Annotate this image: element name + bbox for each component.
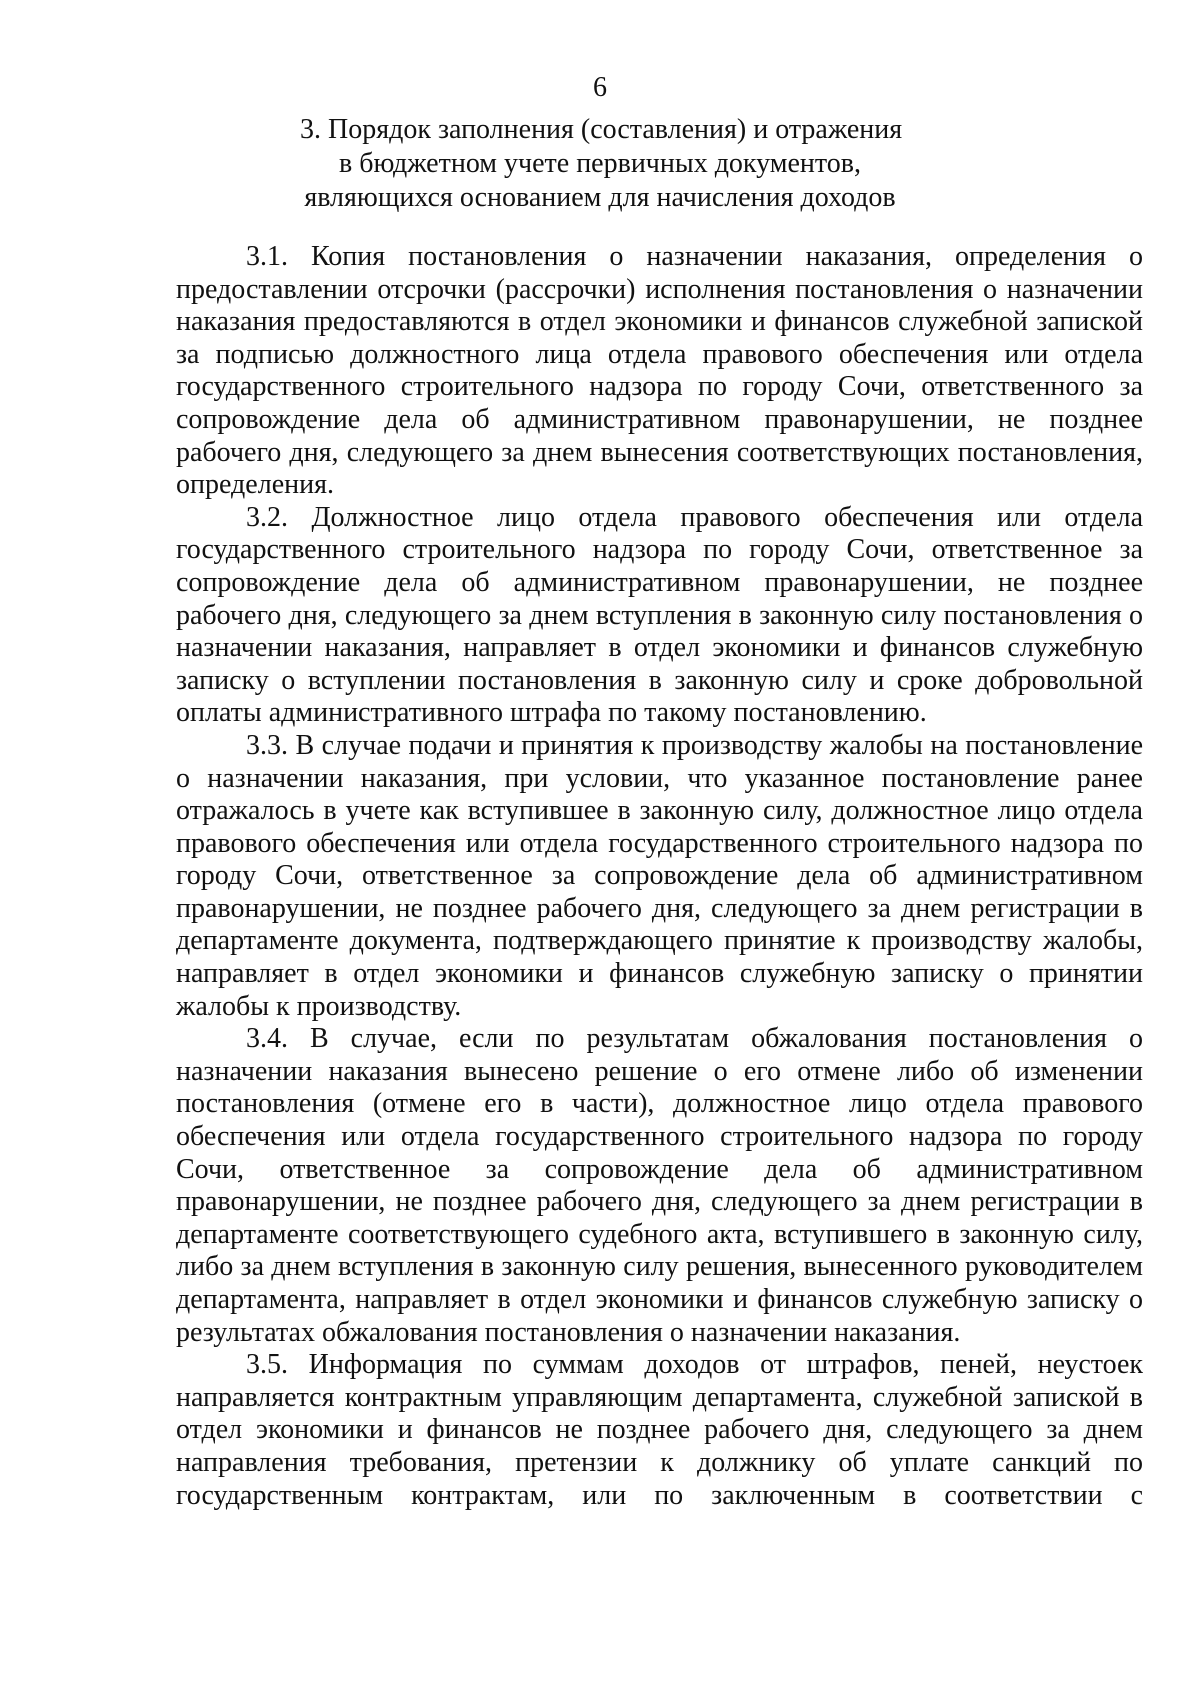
section-heading-line-2: в бюджетном учете первичных документов,: [339, 148, 861, 179]
section-heading-line-3: являющихся основанием для начисления доходов: [304, 182, 896, 213]
paragraph-3-2: 3.2. Должностное лицо отдела правового обеспечения или отдела государственного строительного надзора по городу Сочи, ответственное за сопровождение дела об административном правонарушении, не позднее рабочего дня, следующего за днем вступления в законную силу постановления о назначении наказания, направляет в отдел экономики и финансов служебную записку о вступлении постановления в законную силу и сроке добровольной оплаты административного штрафа по такому постановлению.: [176, 501, 1143, 729]
section-heading-line-1: 3. Порядок заполнения (составления) и отражения: [300, 114, 903, 145]
paragraph-3-3: 3.3. В случае подачи и принятия к производству жалобы на постановление о назначении наказания, при условии, что указанное постановление ранее отражалось в учете как вступившее в законную силу, должностное лицо отдела правового обеспечения или отдела государственного строительного надзора по городу Сочи, ответственное за сопровождение дела об административном правонарушении, не позднее рабочего дня, следующего за днем регистрации в департаменте документа, подтверждающего принятие к производству жалобы, направляет в отдел экономики и финансов служебную записку о принятии жалобы к производству.: [176, 729, 1143, 1022]
paragraph-3-5: 3.5. Информация по суммам доходов от штрафов, пеней, неустоек направляется контрактным управляющим департамента, служебной запиской в отдел экономики и финансов не позднее рабочего дня, следующего за днем направления требования, претензии к должнику об уплате санкций по государственным контрактам, или по заключенным в соответствии с: [176, 1349, 1143, 1511]
section-heading: [300, 113, 903, 215]
paragraph-3-1: 3.1. Копия постановления о назначении наказания, определения о предоставлении отсрочки (рассрочки) исполнения постановления о назначении наказания предоставляются в отдел экономики и финансов служебной запиской за подписью должностного лица отдела правового обеспечения или отдела государственного строительного надзора по городу Сочи, ответственного за сопровождение дела об административном правонарушении, не позднее рабочего дня, следующего за днем вынесения соответствующих постановления, определения.: [176, 241, 1143, 501]
document-body: [176, 241, 1143, 1512]
page-number: 6: [593, 72, 607, 103]
paragraph-3-4: 3.4. В случае, если по результатам обжалования постановления о назначении наказания вынесено решение о его отмене либо об изменении постановления (отмене его в части), должностное лицо отдела правового обеспечения или отдела государственного строительного надзора по городу Сочи, ответственное за сопровождение дела об административном правонарушении, не позднее рабочего дня, следующего за днем регистрации в департаменте соответствующего судебного акта, вступившего в законную силу, либо за днем вступления в законную силу решения, вынесенного руководителем департамента, направляет в отдел экономики и финансов служебную записку о результатах обжалования постановления о назначении наказания.: [176, 1023, 1143, 1348]
